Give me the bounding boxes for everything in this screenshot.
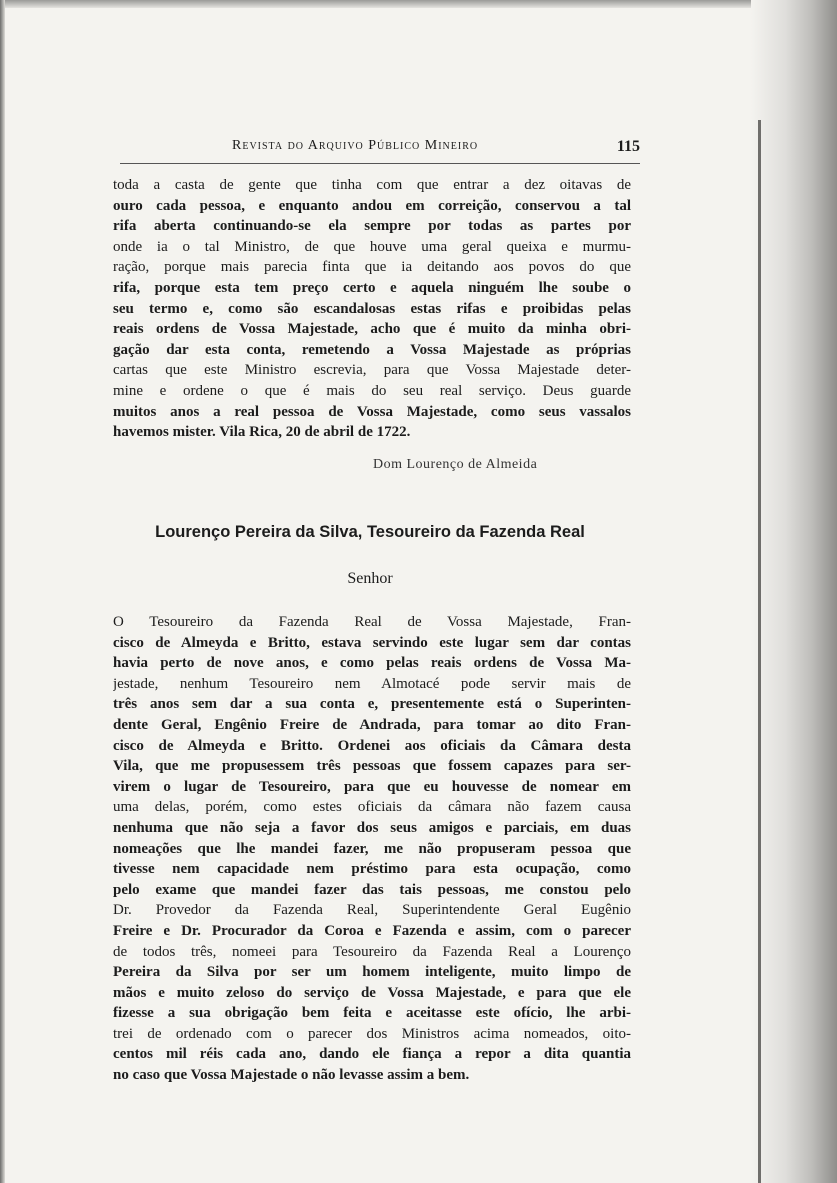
text-line: ração, porque mais parecia finta que ia deitando aos povos do que xyxy=(113,259,631,276)
text-line: cisco de Almeyda e Britto, estava servindo este lugar sem dar contas xyxy=(113,634,631,651)
text-line: fizesse a sua obrigação bem feita e aceitasse este ofício, lhe arbi- xyxy=(113,1005,631,1022)
text-line: nenhuma que não seja a favor dos seus amigos e parciais, em duas xyxy=(113,819,631,836)
scan-left-edge xyxy=(0,0,5,1183)
page-number: 115 xyxy=(616,138,640,155)
text-line: pelo exame que mandei fazer das tais pessoas, me constou pelo xyxy=(113,881,631,898)
text-line: Pereira da Silva por ser um homem inteligente, muito limpo de xyxy=(113,964,631,981)
text-line: dente Geral, Engênio Freire de Andrada, para tomar ao dito Fran- xyxy=(113,716,631,733)
text-line: O Tesoureiro da Fazenda Real de Vossa Majestade, Fran- xyxy=(113,614,631,630)
text-line: Vila, que me propusessem três pessoas que fossem capazes para ser- xyxy=(113,758,631,775)
text-line: havia perto de nove anos, e como pelas reais ordens de Vossa Ma- xyxy=(113,655,631,672)
text-line: havemos mister. Vila Rica, 20 de abril de 1722. xyxy=(113,424,411,441)
salutation: Senhor xyxy=(347,570,393,587)
text-line: seu termo e, como são escandalosas estas rifas e proibidas pelas xyxy=(113,300,631,317)
text-line: nomeações que lhe mandei fazer, me não propuseram pessoa que xyxy=(113,840,631,857)
text-line: Dr. Provedor da Fazenda Real, Superintendente Geral Eugênio xyxy=(113,902,631,919)
text-line: Freire e Dr. Procurador da Coroa e Fazenda e assim, com o parecer xyxy=(113,922,631,939)
signature: Dom Lourenço de Almeida xyxy=(373,457,538,472)
text-line: jestade, nenhum Tesoureiro nem Almotacé pode servir mais de xyxy=(113,675,631,692)
text-line: gação dar esta conta, remetendo a Vossa Majestade as próprias xyxy=(113,341,631,358)
text-line: trei de ordenado com o parecer dos Ministros acima nomeados, oito- xyxy=(113,1025,631,1042)
text-line: centos mil réis cada ano, dando ele fiança a repor a dita quantia xyxy=(113,1046,631,1063)
text-line: mine e ordene o que é mais do seu real serviço. Deus guarde xyxy=(113,382,631,399)
text-line: muitos anos a real pessoa de Vossa Majestade, como seus vassalos xyxy=(113,403,631,420)
running-head xyxy=(120,138,640,160)
text-line: cartas que este Ministro escrevia, para que Vossa Majestade deter- xyxy=(113,362,631,379)
text-line: de todos três, nomeei para Tesoureiro da Fazenda Real a Lourenço xyxy=(113,943,631,960)
text-line: toda a casta de gente que tinha com que entrar a dez oitavas de xyxy=(113,177,631,193)
text-line: tivesse nem capacidade nem préstimo para esta ocupação, como xyxy=(113,861,631,878)
text-line: virem o lugar de Tesoureiro, para que eu houvesse de nomear em xyxy=(113,778,631,795)
text-line: no caso que Vossa Majestade o não levasse assim a bem. xyxy=(113,1067,470,1084)
text-line: rifa, porque esta tem preço certo e aquela ninguém lhe soube o xyxy=(113,279,631,296)
scan-top-edge xyxy=(0,0,837,8)
letter-1-body xyxy=(113,175,631,443)
text-line: reais ordens de Vossa Majestade, acho que é muito da minha obri- xyxy=(113,321,631,338)
text-line: uma delas, porém, como estes oficiais da câmara não fazem causa xyxy=(113,799,631,816)
text-line: mãos e muito zeloso do serviço de Vossa Majestade, e para que ele xyxy=(113,984,631,1001)
header-rule xyxy=(120,163,640,164)
scan-binding-line xyxy=(758,120,761,1183)
journal-title: Revista do Arquivo Público Mineiro xyxy=(232,138,479,153)
letter-2-body xyxy=(113,612,631,1086)
section-title: Lourenço Pereira da Silva, Tesoureiro da Fazenda Real xyxy=(155,523,585,541)
text-line: rifa aberta continuando-se ela sempre por todas as partes por xyxy=(113,218,631,235)
text-line: três anos sem dar a sua conta e, presentemente está o Superinten- xyxy=(113,696,631,713)
text-line: cisco de Almeyda e Britto. Ordenei aos oficiais da Câmara desta xyxy=(113,737,631,754)
text-line: onde ia o tal Ministro, de que houve uma geral queixa e murmu- xyxy=(113,238,631,255)
scan-right-shadow xyxy=(751,0,837,1183)
text-line: ouro cada pessoa, e enquanto andou em correição, conservou a tal xyxy=(113,197,631,214)
